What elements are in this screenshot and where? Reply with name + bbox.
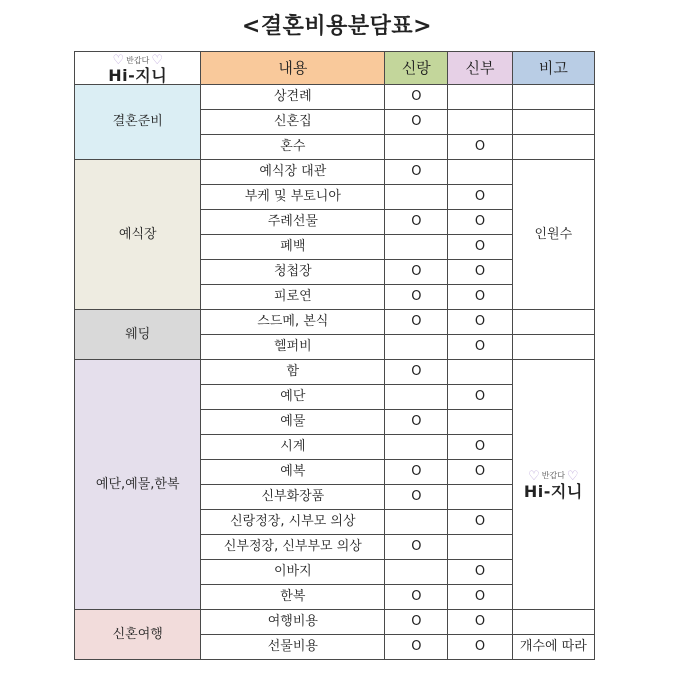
- brand-logo: [524, 470, 583, 500]
- bride-mark-cell: O: [448, 185, 512, 210]
- bride-mark-cell: O: [448, 635, 512, 660]
- header-note: 비고: [512, 52, 594, 85]
- groom-mark-cell: O: [385, 635, 448, 660]
- category-cell: 결혼준비: [75, 85, 201, 160]
- table-row: [75, 160, 595, 185]
- logo-top-text: 반갑다: [126, 55, 150, 65]
- heart-outline-icon: ♡: [566, 468, 579, 484]
- bride-mark-cell: O: [448, 235, 512, 260]
- note-cell: [512, 360, 594, 610]
- item-cell: 신랑정장, 시부모 의상: [201, 510, 385, 535]
- item-cell: 혼수: [201, 135, 385, 160]
- groom-mark-cell: O: [385, 310, 448, 335]
- bride-mark-cell: [448, 410, 512, 435]
- note-cell: [512, 160, 594, 310]
- header-groom: 신랑: [385, 52, 448, 85]
- bride-mark-cell: [448, 535, 512, 560]
- logo-main-text: Hi-지니: [108, 66, 168, 85]
- logo-main-text: Hi-지니: [523, 481, 583, 501]
- groom-mark-cell: [385, 510, 448, 535]
- bride-mark-cell: O: [448, 210, 512, 235]
- item-cell: 함: [201, 360, 385, 385]
- item-cell: 부케 및 부토니아: [201, 185, 385, 210]
- table-row: [75, 360, 595, 385]
- item-cell: 예물: [201, 410, 385, 435]
- item-cell: 주례선물: [201, 210, 385, 235]
- page-title: <결혼비용분담표>: [241, 14, 433, 39]
- item-cell: 선물비용: [201, 635, 385, 660]
- item-cell: 폐백: [201, 235, 385, 260]
- bride-mark-cell: O: [448, 460, 512, 485]
- category-cell: 예단,예물,한복: [75, 360, 201, 610]
- bride-mark-cell: O: [448, 610, 512, 635]
- bride-mark-cell: O: [448, 335, 512, 360]
- bride-mark-cell: O: [448, 385, 512, 410]
- bride-mark-cell: O: [448, 135, 512, 160]
- note-text: 인원수: [534, 226, 573, 242]
- groom-mark-cell: O: [385, 110, 448, 135]
- bride-mark-cell: O: [448, 510, 512, 535]
- bride-mark-cell: [448, 160, 512, 185]
- item-cell: 청첩장: [201, 260, 385, 285]
- groom-mark-cell: O: [385, 260, 448, 285]
- groom-mark-cell: O: [385, 85, 448, 110]
- item-cell: 시계: [201, 435, 385, 460]
- item-cell: 신부정장, 신부부모 의상: [201, 535, 385, 560]
- bride-mark-cell: O: [448, 435, 512, 460]
- groom-mark-cell: O: [385, 360, 448, 385]
- groom-mark-cell: O: [385, 610, 448, 635]
- heart-outline-icon: ♡: [151, 53, 163, 68]
- groom-mark-cell: O: [385, 585, 448, 610]
- groom-mark-cell: O: [385, 485, 448, 510]
- header-row: [75, 52, 595, 85]
- note-cell: [512, 610, 594, 635]
- item-cell: 피로연: [201, 285, 385, 310]
- bride-mark-cell: [448, 110, 512, 135]
- groom-mark-cell: O: [385, 160, 448, 185]
- groom-mark-cell: [385, 235, 448, 260]
- bride-mark-cell: O: [448, 560, 512, 585]
- item-cell: 헬퍼비: [201, 335, 385, 360]
- groom-mark-cell: [385, 335, 448, 360]
- cost-sharing-table: [74, 51, 595, 660]
- note-cell: [512, 335, 594, 360]
- note-cell: [512, 310, 594, 335]
- groom-mark-cell: O: [385, 535, 448, 560]
- groom-mark-cell: [385, 435, 448, 460]
- bride-mark-cell: O: [448, 585, 512, 610]
- item-cell: 신혼집: [201, 110, 385, 135]
- groom-mark-cell: O: [385, 285, 448, 310]
- groom-mark-cell: O: [385, 410, 448, 435]
- table-row: [75, 85, 595, 110]
- groom-mark-cell: O: [385, 460, 448, 485]
- header-content: 내용: [201, 52, 385, 85]
- bride-mark-cell: O: [448, 310, 512, 335]
- bride-mark-cell: [448, 360, 512, 385]
- note-text: 개수에 따라: [519, 639, 587, 654]
- item-cell: 상견례: [201, 85, 385, 110]
- header-bride: 신부: [448, 52, 512, 85]
- groom-mark-cell: O: [385, 210, 448, 235]
- note-cell: [512, 135, 594, 160]
- item-cell: 예복: [201, 460, 385, 485]
- category-cell: 웨딩: [75, 310, 201, 360]
- item-cell: 이바지: [201, 560, 385, 585]
- heart-outline-icon: ♡: [528, 468, 540, 484]
- item-cell: 신부화장품: [201, 485, 385, 510]
- note-cell: [512, 85, 594, 110]
- item-cell: 여행비용: [201, 610, 385, 635]
- note-cell: [512, 110, 594, 135]
- category-cell: 신혼여행: [75, 610, 201, 660]
- groom-mark-cell: [385, 385, 448, 410]
- item-cell: 예단: [201, 385, 385, 410]
- heart-outline-icon: ♡: [112, 53, 125, 68]
- table-body: [75, 52, 595, 660]
- table-row: [75, 610, 595, 635]
- logo-top-text: 반갑다: [541, 471, 565, 480]
- groom-mark-cell: [385, 185, 448, 210]
- table-row: [75, 310, 595, 335]
- item-cell: 한복: [201, 585, 385, 610]
- bride-mark-cell: O: [448, 260, 512, 285]
- brand-logo: [108, 54, 167, 84]
- groom-mark-cell: [385, 560, 448, 585]
- logo-cell: [75, 52, 201, 85]
- item-cell: 스드메, 본식: [201, 310, 385, 335]
- groom-mark-cell: [385, 135, 448, 160]
- note-cell: [512, 635, 594, 660]
- bride-mark-cell: [448, 485, 512, 510]
- bride-mark-cell: O: [448, 285, 512, 310]
- bride-mark-cell: [448, 85, 512, 110]
- item-cell: 예식장 대관: [201, 160, 385, 185]
- category-cell: 예식장: [75, 160, 201, 310]
